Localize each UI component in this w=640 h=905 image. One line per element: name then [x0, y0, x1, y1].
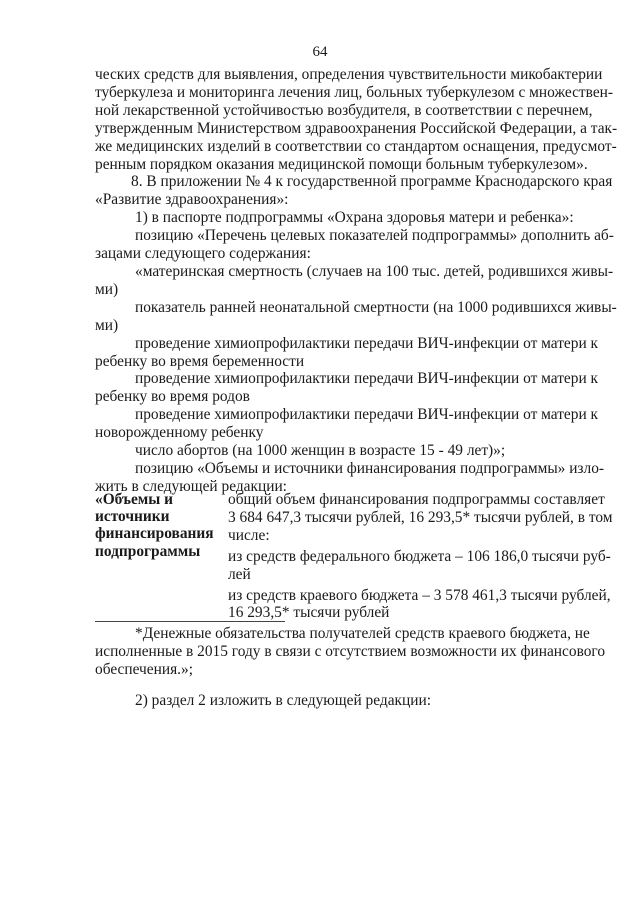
text-line: зацами следующего содержания: — [95, 245, 311, 263]
document-body — [95, 66, 618, 496]
text-line: проведение химиопрофилактики передачи ВИЧ-инфекции от матери к — [135, 334, 599, 352]
text-line: проведение химиопрофилактики передачи ВИЧ-инфекции от матери к — [135, 406, 599, 424]
item-8-paragraph — [95, 173, 612, 209]
text-line: общий объем финансирования подпрограммы составляет — [228, 491, 605, 508]
text-line: из средств федерального бюджета – 106 186,0 тысячи руб- — [228, 547, 611, 565]
text-line: 16 293,5* тысячи рублей — [228, 604, 390, 622]
text-line: 8. В приложении № 4 к государственной программе Краснодарского края — [131, 173, 613, 191]
text-line: «материнская смертность (случаев на 100 тыс. детей, родившихся живы- — [135, 262, 614, 280]
funding-details — [228, 491, 613, 625]
label-line: «Объемы и — [95, 491, 173, 508]
indicator-item — [95, 298, 617, 335]
indicator-item — [95, 263, 612, 299]
text-line: показатель ранней неонатальной смертности (на 1000 родившихся живы- — [135, 298, 617, 316]
text-line: проведение химиопрофилактики передачи ВИЧ-инфекции от матери к — [135, 370, 599, 388]
text-line: же медицинских изделий в соответствии со стандартом оснащения, предусмот- — [95, 137, 617, 155]
text-line: утвержденным Министерством здравоохранения Российской Федерации, а так- — [95, 119, 618, 137]
text-line: ческих средств для выявления, определения чувствительности микобактерии — [95, 66, 603, 83]
text-line: жить в следующей редакции: — [95, 477, 287, 495]
text-line: из средств краевого бюджета – 3 578 461,3 тысячи рублей, — [228, 586, 611, 604]
page-number: 64 — [312, 44, 328, 60]
text-line: ми) — [95, 280, 119, 298]
text-line: позицию «Перечень целевых показателей подпрограммы» дополнить аб- — [135, 227, 614, 245]
text-line: числе: — [228, 526, 270, 544]
abortions-indicator: число абортов (на 1000 женщин в возрасте 15 - 49 лет)»; — [135, 442, 506, 460]
text-line: лей — [228, 565, 251, 583]
text-line: ной лекарственной устойчивостью возбудителя, в соответствии с перечнем, — [95, 101, 593, 119]
label-line: подпрограммы — [95, 542, 201, 560]
text-line: «Развитие здравоохранения»: — [95, 191, 289, 209]
funding-regional — [228, 587, 609, 623]
footnote-divider — [95, 621, 285, 622]
text-line: исполненные в 2015 году в связи с отсутствием возможности их финансового — [95, 642, 606, 660]
text-line: позицию «Объемы и источники финансирования подпрограммы» изло- — [135, 459, 605, 477]
text-line: *Денежные обязательства получателей средств краевого бюджета, не — [135, 625, 590, 642]
label-line: финансирования — [95, 525, 214, 543]
text-line: обеспечения.»; — [95, 660, 193, 678]
indicator-item — [95, 335, 612, 371]
label-line: источники — [95, 508, 170, 526]
text-line: ми) — [95, 316, 119, 334]
text-line: новорожденному ребенку — [95, 424, 264, 442]
text-line: туберкулеза и мониторинга лечения лиц, больных туберкулезом с множествен- — [95, 83, 614, 101]
funding-label — [95, 491, 225, 560]
subitem-1: 1) в паспорте подпрограммы «Охрана здоровья матери и ребенка»: — [135, 209, 574, 227]
funding-federal — [228, 548, 609, 584]
footnote — [95, 625, 612, 679]
text-line: ренным порядком оказания медицинской помощи больным туберкулезом». — [95, 155, 588, 173]
indicator-item — [95, 406, 612, 442]
text-line: 2) раздел 2 изложить в следующей редакции: — [135, 692, 431, 709]
section-2-paragraph — [95, 692, 612, 710]
text-line: ребенку во время родов — [95, 388, 250, 406]
funding-total — [228, 491, 613, 545]
intro-paragraph — [95, 66, 618, 173]
indicator-item — [95, 370, 612, 406]
text-line: ребенку во время беременности — [95, 352, 305, 370]
position-paragraph — [95, 227, 612, 263]
text-line: 3 684 647,3 тысячи рублей, 16 293,5* тысячи рублей, в том — [228, 508, 613, 526]
